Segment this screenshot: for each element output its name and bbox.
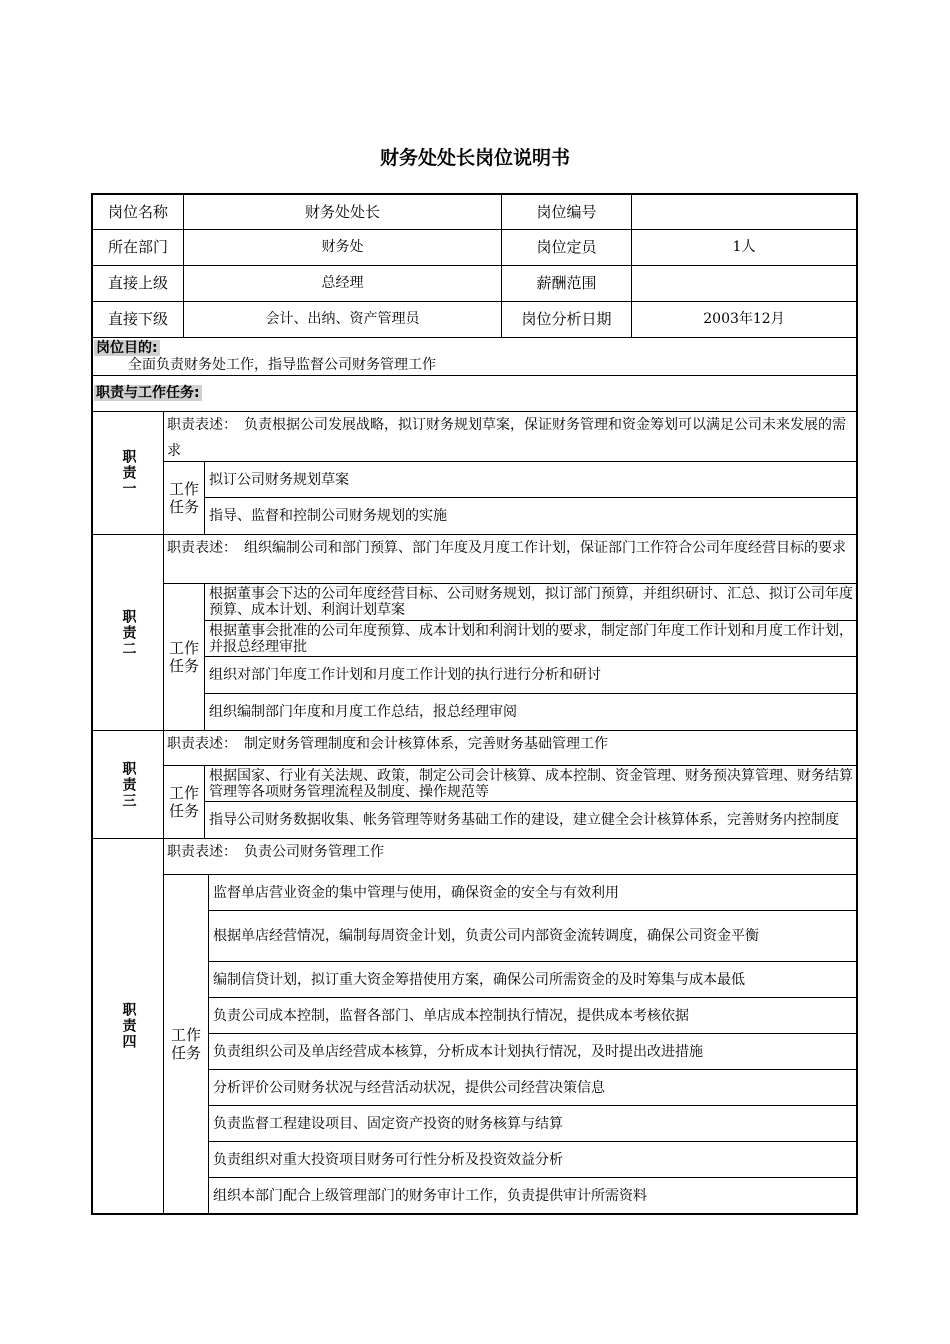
duty-4-task-1: 监督单店营业资金的集中管理与使用，确保资金的安全与有效利用 (213, 884, 619, 901)
duty-1-task-1: 拟订公司财务规划草案 (209, 471, 349, 488)
purpose-heading: 岗位目的: (96, 340, 158, 356)
value-department: 财务处 (321, 239, 364, 255)
duty-4-name-text: 职责四 (120, 1002, 137, 1050)
value-headcount: 1人 (732, 239, 756, 255)
duty-2-task-2: 根据董事会批准的公司年度预算、成本计划和利润计划的要求，制定部门年度工作计划和月度工作计划，并报总经理审批 (209, 622, 853, 655)
value-position-number (632, 195, 856, 229)
duty-1-name-text: 职责一 (120, 449, 137, 497)
duty-3-name-text: 职责三 (120, 760, 137, 809)
duty-1-name (93, 412, 163, 534)
duty-2-description: 职责表述： 组织编制公司和部门预算、部门年度及月度工作计划，保证部门工作符合公司年度经营目标的要求 (167, 540, 846, 556)
duty-4-task-3: 编制信贷计划，拟订重大资金筹措使用方案，确保公司所需资金的及时筹集与成本最低 (213, 971, 745, 988)
label-department: 所在部门 (107, 238, 168, 256)
duty-2-name-text: 职责二 (120, 608, 137, 657)
duty-4-task-5: 负责组织公司及单店经营成本核算，分析成本计划执行情况，及时提出改进措施 (213, 1043, 703, 1060)
duty-3-work-task-label-text: 工作任务 (168, 784, 199, 820)
label-headcount: 岗位定员 (536, 238, 597, 256)
label-direct-superior: 直接上级 (107, 274, 168, 292)
duty-4-work-task-label-text: 工作任务 (170, 1026, 201, 1062)
duty-2-work-task-label-text: 工作任务 (168, 639, 199, 675)
duties-heading: 职责与工作任务: (96, 385, 200, 401)
label-position-number: 岗位编号 (536, 202, 597, 221)
duty-3-name (93, 731, 163, 838)
value-salary-range (632, 266, 856, 301)
duty-2-task-1: 根据董事会下达的公司年度经营目标、公司财务规划，拟订部门预算，并组织研讨、汇总、拟订公司年度预算、成本计划、利润计划草案 (209, 586, 853, 618)
page-title: 财务处处长岗位说明书 (379, 147, 570, 169)
value-analysis-date: 2003年12月 (703, 311, 785, 327)
duty-4-task-7: 负责监督工程建设项目、固定资产投资的财务核算与结算 (213, 1115, 563, 1132)
duty-4-description: 职责表述： 负责公司财务管理工作 (167, 844, 384, 860)
duty-4-task-9: 组织本部门配合上级管理部门的财务审计工作，负责提供审计所需资料 (213, 1187, 647, 1204)
duty-4-task-2: 根据单店经营情况，编制每周资金计划，负责公司内部资金流转调度，确保公司资金平衡 (213, 928, 759, 944)
duty-4-name (93, 839, 163, 1213)
duty-4-work-task-label (164, 875, 208, 1213)
duty-3-task-2: 指导公司财务数据收集、帐务管理等财务基础工作的建设，建立健全会计核算体系，完善财务内控制度 (209, 812, 839, 828)
duty-3-description: 职责表述： 制定财务管理制度和会计核算体系，完善财务基础管理工作 (167, 736, 608, 752)
value-direct-subordinates: 会计、出纳、资产管理员 (265, 311, 420, 327)
duty-1-work-task-label-text: 工作任务 (168, 480, 199, 516)
duty-2-work-task-label (164, 584, 204, 730)
duty-2-name (93, 535, 163, 730)
duty-1-task-2: 指导、监督和控制公司财务规划的实施 (209, 508, 447, 524)
value-position-name: 财务处处长 (304, 202, 380, 221)
purpose-text: 全面负责财务处工作，指导监督公司财务管理工作 (128, 357, 436, 373)
duty-4-task-6: 分析评价公司财务状况与经营活动状况，提供公司经营决策信息 (213, 1079, 605, 1096)
duty-3-work-task-label (164, 766, 204, 838)
duty-2-task-4: 组织编制部门年度和月度工作总结，报总经理审阅 (209, 704, 517, 720)
duty-1-description: 职责表述： 负责根据公司发展战略，拟订财务规划草案，保证财务管理和资金筹划可以满足公司未来发展的需求 (167, 417, 846, 459)
duty-1-work-task-label (164, 462, 204, 534)
duty-4-task-8: 负责组织对重大投资项目财务可行性分析及投资效益分析 (213, 1151, 563, 1168)
label-analysis-date: 岗位分析日期 (521, 310, 612, 328)
duty-2-task-3: 组织对部门年度工作计划和月度工作计划的执行进行分析和研讨 (209, 667, 601, 683)
label-salary-range: 薪酬范围 (536, 274, 597, 292)
value-direct-superior: 总经理 (321, 275, 364, 291)
duty-4-task-4: 负责公司成本控制，监督各部门、单店成本控制执行情况，提供成本考核依据 (213, 1007, 689, 1024)
label-direct-subordinates: 直接下级 (107, 310, 168, 328)
label-position-name: 岗位名称 (107, 202, 168, 221)
duty-3-task-1: 根据国家、行业有关法规、政策，制定公司会计核算、成本控制、资金管理、财务预决算管理、财务结算管理等各项财务管理流程及制度、操作规范等 (209, 767, 853, 800)
